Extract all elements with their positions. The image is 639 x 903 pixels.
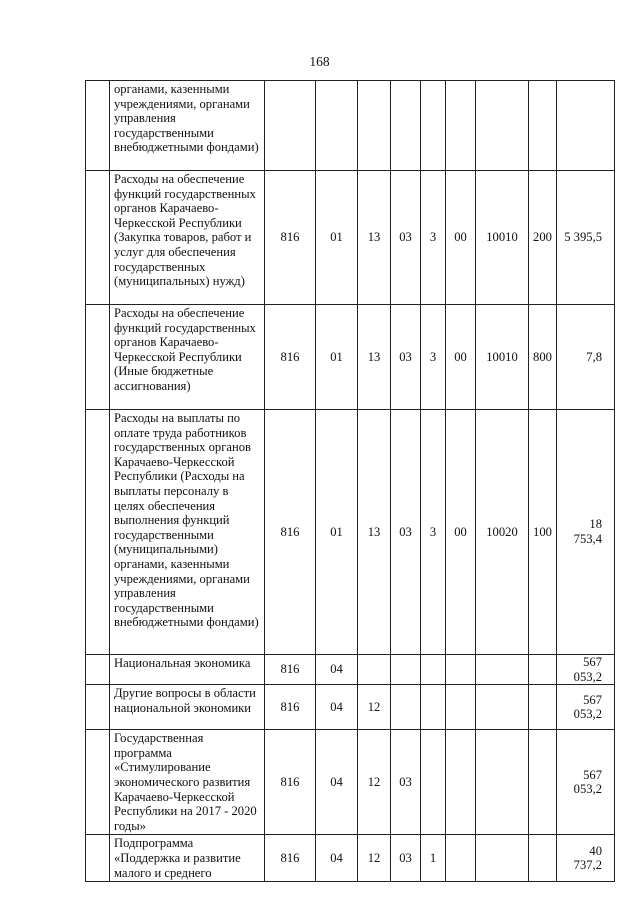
page-number: 168 xyxy=(309,54,330,69)
table-row xyxy=(86,655,615,685)
chapter-code-cell: 816 xyxy=(265,835,316,882)
table-body xyxy=(86,81,615,882)
description-cell: Национальная экономика xyxy=(110,655,265,685)
description-cell: Государственная программа «Стимулирование экономического развития Карачаево-Черкесской Республики на 2017 - 2020 годы» xyxy=(110,730,265,835)
table-row xyxy=(86,685,615,730)
chapter-code-cell: 816 xyxy=(265,730,316,835)
expense-type-code-cell xyxy=(529,685,557,730)
description-cell: органами, казенными учреждениями, органами управления государственными внебюджетными фондами) xyxy=(110,81,265,171)
row-number-cell xyxy=(86,655,110,685)
section-code-cell: 01 xyxy=(316,305,358,410)
section-code-cell: 04 xyxy=(316,730,358,835)
chapter-code-cell: 816 xyxy=(265,305,316,410)
event-code-cell xyxy=(446,685,476,730)
event-code-cell: 00 xyxy=(446,171,476,305)
program-code-cell xyxy=(391,655,421,685)
direction-code-cell xyxy=(476,81,529,171)
subsection-code-cell xyxy=(358,81,391,171)
expense-type-code-cell xyxy=(529,835,557,882)
event-code-cell xyxy=(446,730,476,835)
direction-code-cell xyxy=(476,685,529,730)
program-code-cell: 03 xyxy=(391,305,421,410)
amount-cell: 5 395,5 xyxy=(557,171,615,305)
subprogram-code-cell: 3 xyxy=(421,171,446,305)
row-number-cell xyxy=(86,410,110,655)
subprogram-code-cell xyxy=(421,685,446,730)
section-code-cell: 01 xyxy=(316,171,358,305)
amount-cell: 567 053,2 xyxy=(557,730,615,835)
subprogram-code-cell xyxy=(421,655,446,685)
amount-cell: 18 753,4 xyxy=(557,410,615,655)
program-code-cell: 03 xyxy=(391,410,421,655)
chapter-code-cell: 816 xyxy=(265,171,316,305)
row-number-cell xyxy=(86,171,110,305)
amount-cell: 567 053,2 xyxy=(557,685,615,730)
program-code-cell xyxy=(391,685,421,730)
table-row xyxy=(86,81,615,171)
description-cell: Расходы на обеспечение функций государственных органов Карачаево-Черкесской Республики (Закупка товаров, работ и услуг для обеспечения государственных (муниципальных) нужд) xyxy=(110,171,265,305)
chapter-code-cell: 816 xyxy=(265,655,316,685)
event-code-cell xyxy=(446,835,476,882)
row-number-cell xyxy=(86,685,110,730)
table-row xyxy=(86,171,615,305)
direction-code-cell: 10010 xyxy=(476,305,529,410)
section-code-cell: 04 xyxy=(316,835,358,882)
subprogram-code-cell: 3 xyxy=(421,305,446,410)
program-code-cell: 03 xyxy=(391,730,421,835)
subprogram-code-cell xyxy=(421,730,446,835)
expense-type-code-cell: 100 xyxy=(529,410,557,655)
direction-code-cell xyxy=(476,835,529,882)
amount-cell: 7,8 xyxy=(557,305,615,410)
section-code-cell: 01 xyxy=(316,410,358,655)
amount-cell: 567 053,2 xyxy=(557,655,615,685)
chapter-code-cell xyxy=(265,81,316,171)
row-number-cell xyxy=(86,835,110,882)
subsection-code-cell: 13 xyxy=(358,171,391,305)
amount-cell: 40 737,2 xyxy=(557,835,615,882)
subsection-code-cell: 12 xyxy=(358,685,391,730)
subprogram-code-cell xyxy=(421,81,446,171)
budget-table xyxy=(85,80,615,882)
subsection-code-cell: 13 xyxy=(358,410,391,655)
budget-table-container xyxy=(85,80,614,882)
description-cell: Расходы на выплаты по оплате труда работников государственных органов Карачаево-Черкесской Республики (Расходы на выплаты персоналу в целях обеспечения выполнения функций государственными (муниципальными) органами, казенными учреждениями, органами управления государственными внебюджетными фондами) xyxy=(110,410,265,655)
expense-type-code-cell: 800 xyxy=(529,305,557,410)
program-code-cell: 03 xyxy=(391,835,421,882)
description-cell: Подпрограмма «Поддержка и развитие малого и среднего xyxy=(110,835,265,882)
chapter-code-cell: 816 xyxy=(265,685,316,730)
row-number-cell xyxy=(86,730,110,835)
section-code-cell: 04 xyxy=(316,685,358,730)
subsection-code-cell xyxy=(358,655,391,685)
table-row xyxy=(86,730,615,835)
subsection-code-cell: 12 xyxy=(358,730,391,835)
expense-type-code-cell xyxy=(529,655,557,685)
event-code-cell xyxy=(446,81,476,171)
section-code-cell: 04 xyxy=(316,655,358,685)
table-row xyxy=(86,410,615,655)
chapter-code-cell: 816 xyxy=(265,410,316,655)
subprogram-code-cell: 1 xyxy=(421,835,446,882)
subprogram-code-cell: 3 xyxy=(421,410,446,655)
expense-type-code-cell xyxy=(529,730,557,835)
direction-code-cell: 10020 xyxy=(476,410,529,655)
event-code-cell xyxy=(446,655,476,685)
subsection-code-cell: 12 xyxy=(358,835,391,882)
direction-code-cell: 10010 xyxy=(476,171,529,305)
expense-type-code-cell xyxy=(529,81,557,171)
amount-cell xyxy=(557,81,615,171)
description-cell: Расходы на обеспечение функций государственных органов Карачаево-Черкесской Республики (Иные бюджетные ассигнования) xyxy=(110,305,265,410)
event-code-cell: 00 xyxy=(446,305,476,410)
direction-code-cell xyxy=(476,655,529,685)
event-code-cell: 00 xyxy=(446,410,476,655)
description-cell: Другие вопросы в области национальной экономики xyxy=(110,685,265,730)
program-code-cell xyxy=(391,81,421,171)
row-number-cell xyxy=(86,305,110,410)
subsection-code-cell: 13 xyxy=(358,305,391,410)
table-row xyxy=(86,305,615,410)
expense-type-code-cell: 200 xyxy=(529,171,557,305)
section-code-cell xyxy=(316,81,358,171)
program-code-cell: 03 xyxy=(391,171,421,305)
table-row xyxy=(86,835,615,882)
row-number-cell xyxy=(86,81,110,171)
direction-code-cell xyxy=(476,730,529,835)
